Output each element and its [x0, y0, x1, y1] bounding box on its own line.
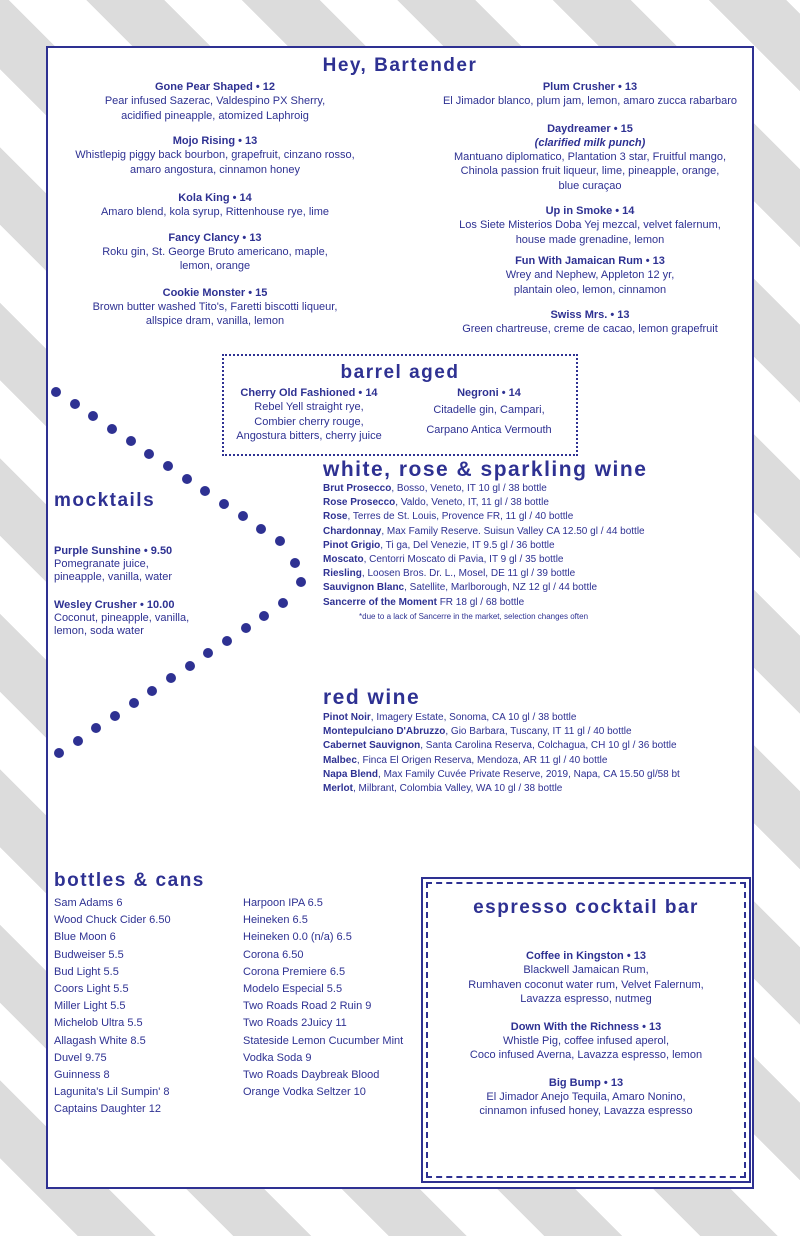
- decorative-dot: [147, 686, 157, 696]
- drink-name: Coffee in Kingston: [526, 950, 624, 962]
- drink-desc: Los Siete Misterios Doba Yej mezcal, velvet falernum,: [459, 219, 721, 231]
- drink-name: Down With the Richness: [510, 1020, 640, 1033]
- wine-item: Sancerre of the Moment FR 18 gl / 68 bottle: [323, 596, 525, 608]
- drink-price: • 13: [645, 255, 665, 267]
- drink-item: [420, 204, 760, 247]
- drink-name: Plum Crusher: [542, 81, 615, 93]
- red-wine-title: red wine: [323, 686, 421, 709]
- barrel-item: [224, 386, 394, 444]
- bottle-item: Sam Adams 6: [54, 897, 123, 909]
- mocktail-item: [54, 598, 189, 637]
- drink-desc: plantain oleo, lemon, cinnamon: [513, 283, 667, 296]
- bottle-item: Two Roads Road 2 Ruin 9: [243, 1000, 372, 1013]
- drink-desc: Coconut, pineapple, vanilla,: [54, 612, 190, 624]
- bottle-item: Two Roads Daybreak Blood: [243, 1069, 380, 1082]
- wine-item: Brut Prosecco, Bosso, Veneto, IT 10 gl / 38 bottle: [323, 483, 547, 494]
- wine-item: Malbec, Finca El Origen Reserva, Mendoza, AR 11 gl / 40 bottle: [323, 754, 608, 766]
- bottle-item: Two Roads 2Juicy 11: [243, 1017, 347, 1030]
- drink-name: Up in Smoke: [545, 205, 613, 217]
- bottle-item: Heineken 6.5: [243, 914, 308, 927]
- bottle-item: Stateside Lemon Cucumber Mint: [243, 1034, 404, 1047]
- drink-desc: Citadelle gin, Campari,: [433, 404, 545, 416]
- bottle-item: Heineken 0.0 (n/a) 6.5: [243, 931, 352, 944]
- white-wine-list: [323, 482, 645, 622]
- drink-desc: cinnamon infused honey, Lavazza espresso: [479, 1105, 693, 1117]
- drink-desc: El Jimador Anejo Tequila, Amaro Nonino,: [486, 1090, 686, 1103]
- bottle-item: Budweiser 5.5: [54, 948, 124, 961]
- drink-price: • 15: [248, 286, 268, 299]
- drink-desc: house made grenadine, lemon: [515, 233, 665, 246]
- drink-name: Mojo Rising: [172, 135, 236, 147]
- drink-item: [423, 1076, 749, 1119]
- bottle-item: Wood Chuck Cider 6.50: [54, 914, 171, 927]
- drink-price: • 13: [238, 135, 258, 147]
- decorative-dot: [73, 736, 83, 746]
- decorative-dot: [54, 748, 64, 758]
- drink-desc: Whistlepig piggy back bourbon, grapefruit, cinzano rosso,: [75, 149, 355, 161]
- decorative-dot: [219, 499, 229, 509]
- drink-name: Kola King: [178, 192, 230, 204]
- decorative-dot: [241, 623, 251, 633]
- bottle-item: Orange Vodka Seltzer 10: [243, 1086, 366, 1099]
- drink-item: [420, 308, 760, 337]
- bottle-item: Coors Light 5.5: [54, 983, 129, 996]
- drink-desc: Mantuano diplomatico, Plantation 3 star, Fruitful mango,: [453, 150, 727, 163]
- drink-price: • 13: [618, 81, 638, 93]
- barrel-item: [404, 386, 574, 437]
- drink-item: [55, 134, 375, 177]
- drink-item: [423, 1020, 749, 1063]
- decorative-dot: [238, 511, 248, 521]
- drink-desc: Wrey and Nephew, Appleton 12 yr,: [505, 269, 675, 281]
- bottle-item: Corona Premiere 6.5: [243, 965, 346, 978]
- white-wine-title: white, rose & sparkling wine: [323, 458, 648, 481]
- wine-item: Merlot, Milbrant, Colombia Valley, WA 10 gl / 38 bottle: [323, 783, 563, 795]
- mocktails-list: [54, 544, 189, 637]
- wine-item: Pinot Grigio, Ti ga, Del Venezie, IT 9.5 gl / 36 bottle: [323, 539, 555, 551]
- drink-price: • 9.50: [143, 545, 173, 557]
- drink-desc: lemon, soda water: [54, 624, 144, 637]
- drink-name: Wesley Crusher: [54, 599, 137, 611]
- drink-item: [55, 191, 375, 220]
- drink-item: [420, 254, 760, 297]
- bottle-item: Corona 6.50: [243, 948, 304, 961]
- drink-item: [55, 80, 375, 123]
- drink-desc: Pomegranate juice,: [54, 558, 149, 570]
- barrel-aged-box: [222, 354, 578, 456]
- drink-price: • 14: [615, 205, 635, 217]
- espresso-title: espresso cocktail bar: [473, 897, 699, 918]
- bottle-item: Allagash White 8.5: [54, 1034, 146, 1047]
- decorative-dot: [278, 598, 288, 608]
- drink-item: [420, 122, 760, 194]
- drink-price: • 13: [642, 1020, 662, 1033]
- decorative-dot: [185, 661, 195, 671]
- bartender-right-column: [420, 80, 760, 337]
- decorative-dot: [126, 436, 136, 446]
- drink-name: Fancy Clancy: [168, 231, 240, 244]
- drink-name: Gone Pear Shaped: [154, 81, 253, 93]
- bottle-item: Modelo Especial 5.5: [243, 983, 343, 996]
- drink-desc: Blackwell Jamaican Rum,: [523, 964, 649, 976]
- drink-desc: Combier cherry rouge,: [254, 415, 364, 428]
- drink-desc: Rebel Yell straight rye,: [254, 401, 364, 413]
- drink-item: [420, 80, 760, 109]
- decorative-dot: [296, 577, 306, 587]
- wine-note: *due to a lack of Sancerre in the market, selection changes often: [359, 611, 589, 621]
- decorative-dot: [91, 723, 101, 733]
- decorative-dot: [70, 399, 80, 409]
- drink-desc: pineapple, vanilla, water: [54, 570, 173, 583]
- decorative-dot: [222, 636, 232, 646]
- decorative-dot: [51, 387, 61, 397]
- decorative-dot: [110, 711, 120, 721]
- drink-desc: El Jimador blanco, plum jam, lemon, amaro zucca rabarbaro: [442, 95, 738, 107]
- drink-name: Cherry Old Fashioned: [240, 387, 356, 399]
- drink-desc: Green chartreuse, creme de cacao, lemon grapefruit: [462, 323, 718, 335]
- drink-name: Purple Sunshine: [54, 545, 141, 557]
- bartender-left-column: [55, 80, 375, 329]
- drink-price: • 14: [232, 192, 252, 204]
- wine-item: Cabernet Sauvignon, Santa Carolina Reserva, Colchagua, CH 10 gl / 36 bottle: [323, 740, 677, 752]
- bartender-title: Hey, Bartender: [322, 55, 478, 76]
- drink-price: • 10.00: [140, 599, 175, 611]
- drink-name: Big Bump: [548, 1076, 601, 1089]
- decorative-dot: [88, 411, 98, 421]
- wine-item: Montepulciano D'Abruzzo, Gio Barbara, Tuscany, IT 11 gl / 40 bottle: [323, 726, 632, 738]
- decorative-dot: [259, 611, 269, 621]
- wine-item: Rose, Terres de St. Louis, Provence FR, 11 gl / 40 bottle: [323, 511, 574, 523]
- bottle-item: Bud Light 5.5: [54, 965, 119, 978]
- decorative-dot: [107, 424, 117, 434]
- wine-item: Pinot Noir, Imagery Estate, Sonoma, CA 10 gl / 38 bottle: [323, 712, 577, 723]
- decorative-dot: [163, 461, 173, 471]
- bottles-column-1: [54, 895, 171, 1119]
- wine-item: Napa Blend, Max Family Cuvée Private Reserve, 2019, Napa, CA 15.50 gl/58 bt: [323, 768, 680, 780]
- bottle-item: Miller Light 5.5: [54, 1000, 126, 1013]
- drink-price: • 14: [358, 387, 378, 399]
- drink-desc: Whistle Pig, coffee infused aperol,: [502, 1034, 670, 1047]
- drink-desc: Amaro blend, kola syrup, Rittenhouse rye, lime: [100, 206, 330, 218]
- drink-desc: allspice dram, vanilla, lemon: [145, 315, 285, 327]
- drink-price: • 13: [626, 950, 646, 962]
- barrel-title: barrel aged: [340, 362, 460, 383]
- drink-item: [55, 286, 375, 329]
- drink-desc: Angostura bitters, cherry juice: [236, 430, 382, 442]
- wine-item: Riesling, Loosen Bros. Dr. L., Mosel, DE 11 gl / 39 bottle: [323, 568, 576, 580]
- drink-name: Negroni: [457, 387, 499, 399]
- drink-desc: Rumhaven coconut water rum, Velvet Falernum,: [468, 978, 704, 991]
- drink-name: Cookie Monster: [162, 286, 246, 299]
- decorative-dot: [203, 648, 213, 658]
- drink-desc: blue curaçao: [558, 179, 622, 192]
- drink-price: • 13: [242, 231, 262, 244]
- drink-item: [55, 231, 375, 274]
- bottle-item: Duvel 9.75: [54, 1051, 107, 1064]
- bottle-item: Captains Daughter 12: [54, 1103, 162, 1116]
- drink-price: • 13: [603, 1076, 624, 1089]
- espresso-list: [423, 949, 749, 1119]
- bottle-item: Harpoon IPA 6.5: [243, 897, 323, 909]
- espresso-box: [421, 877, 751, 1183]
- drink-price: • 13: [610, 309, 630, 321]
- bottles-title: bottles & cans: [54, 870, 205, 891]
- decorative-dot: [290, 558, 300, 568]
- drink-price: • 15: [613, 122, 633, 135]
- drink-desc: Lavazza espresso, nutmeg: [520, 993, 652, 1005]
- decorative-dot: [182, 474, 192, 484]
- bottle-item: Lagunita's Lil Sumpin' 8: [54, 1086, 170, 1099]
- decorative-dot: [144, 449, 154, 459]
- bottle-item: Michelob Ultra 5.5: [54, 1017, 143, 1030]
- mocktails-title: mocktails: [54, 490, 156, 511]
- bottle-item: Vodka Soda 9: [243, 1051, 312, 1064]
- drink-desc: Roku gin, St. George Bruto americano, maple,: [102, 245, 328, 258]
- drink-desc: Pear infused Sazerac, Valdespino PX Sherry,: [104, 95, 326, 107]
- decorative-dot: [275, 536, 285, 546]
- drink-subtitle: (clarified milk punch): [534, 136, 646, 149]
- drink-desc: Chinola passion fruit liqueur, lime, pineapple, orange,: [460, 165, 720, 177]
- drink-desc: amaro angostura, cinnamon honey: [130, 163, 300, 176]
- drink-item: [423, 949, 749, 1007]
- bottle-item: Blue Moon 6: [54, 931, 116, 944]
- drink-price: • 14: [501, 387, 521, 399]
- wine-item: Chardonnay, Max Family Reserve. Suisun Valley CA 12.50 gl / 44 bottle: [323, 525, 645, 537]
- drink-name: Daydreamer: [547, 122, 611, 135]
- bottle-item: Guinness 8: [54, 1069, 110, 1082]
- wine-item: Sauvignon Blanc, Satellite, Marlborough, NZ 12 gl / 44 bottle: [323, 582, 598, 594]
- decorative-dot: [129, 698, 139, 708]
- wine-item: Moscato, Centorri Moscato di Pavia, IT 9 gl / 35 bottle: [323, 554, 564, 566]
- drink-desc: acidified pineapple, atomized Laphroig: [121, 109, 309, 122]
- drink-desc: Coco infused Averna, Lavazza espresso, lemon: [469, 1049, 703, 1061]
- red-wine-list: [323, 711, 680, 796]
- drink-name: Swiss Mrs.: [550, 309, 608, 321]
- mocktail-item: [54, 544, 189, 583]
- decorative-dot: [166, 673, 176, 683]
- decorative-dot: [200, 486, 210, 496]
- decorative-dot: [256, 524, 266, 534]
- bottles-column-2: [243, 895, 403, 1101]
- drink-price: • 12: [255, 81, 276, 93]
- drink-desc: Carpano Antica Vermouth: [426, 423, 552, 436]
- drink-desc: lemon, orange: [179, 260, 251, 272]
- wine-item: Rose Prosecco, Valdo, Veneto, IT, 11 gl / 38 bottle: [323, 497, 549, 509]
- drink-desc: Brown butter washed Tito's, Faretti biscotti liqueur,: [92, 300, 338, 313]
- drink-name: Fun With Jamaican Rum: [515, 255, 643, 267]
